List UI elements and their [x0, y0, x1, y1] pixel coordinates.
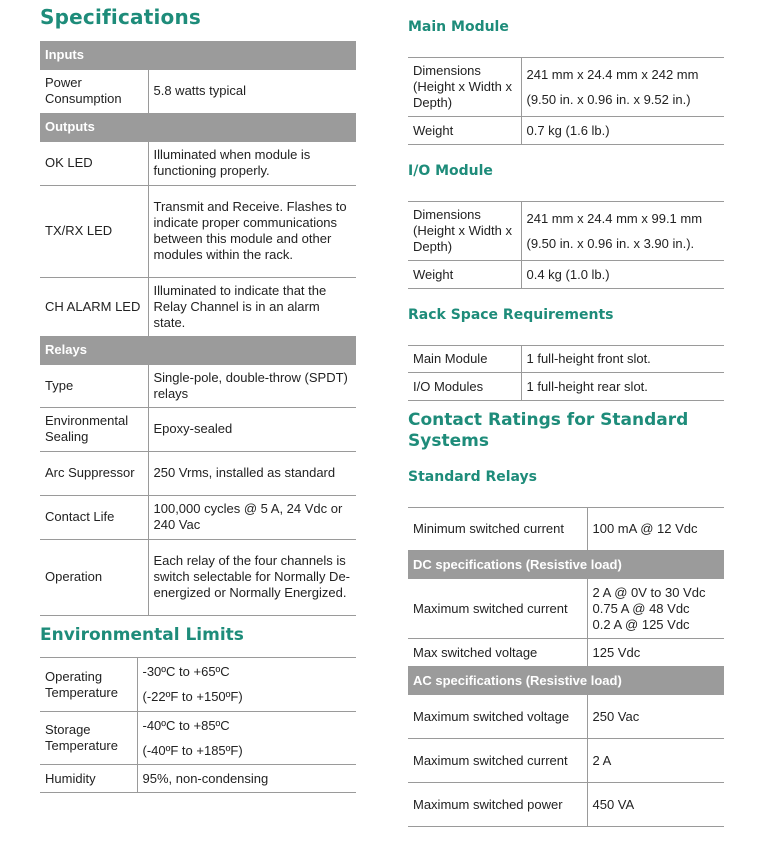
rack-space-table — [408, 345, 724, 401]
row-value-fahrenheit: (-22ºF to +150ºF) — [142, 689, 243, 704]
row-label: Minimum switched current — [408, 508, 587, 551]
table-row — [40, 658, 356, 712]
row-value: Single-pole, double-throw (SPDT) relays — [148, 364, 356, 407]
row-label: Contact Life — [40, 495, 148, 539]
row-label: Max switched voltage — [408, 639, 587, 667]
row-label: CH ALARM LED — [40, 277, 148, 336]
row-label: TX/RX LED — [40, 185, 148, 277]
section-header-label: DC specifications (Resistive load) — [408, 551, 724, 579]
table-row — [40, 277, 356, 336]
row-label: I/O Modules — [408, 373, 521, 401]
row-value: 1 full-height front slot. — [521, 346, 724, 373]
contact-ratings-table — [408, 507, 724, 827]
row-value: 100 mA @ 12 Vdc — [587, 508, 724, 551]
dimensions-in: (9.50 in. x 0.96 in. x 9.52 in.) — [526, 91, 691, 107]
section-header-label: Relays — [40, 336, 356, 364]
row-label: Maximum switched voltage — [408, 695, 587, 739]
row-label: Environmental Sealing — [40, 407, 148, 451]
dimensions-in: (9.50 in. x 0.96 in. x 3.90 in.). — [526, 235, 695, 251]
row-value: 0.7 kg (1.6 lb.) — [521, 117, 724, 145]
table-row — [40, 539, 356, 615]
table-row — [408, 202, 724, 261]
row-label: Dimensions (Height x Width x Depth) — [408, 202, 521, 261]
row-label: Maximum switched power — [408, 783, 587, 827]
row-value: Illuminated when module is functioning properly. — [148, 141, 356, 185]
specifications-title: Specifications — [40, 5, 202, 29]
row-label: Type — [40, 364, 148, 407]
row-value-line: 0.75 A @ 48 Vdc — [592, 600, 690, 616]
section-header-label: Outputs — [40, 113, 356, 141]
main-module-title: Main Module — [408, 19, 509, 35]
main-module-table — [408, 57, 724, 145]
section-header-inputs — [40, 41, 356, 69]
row-value: 250 Vrms, installed as standard — [148, 451, 356, 495]
row-label: Main Module — [408, 346, 521, 373]
row-label: Dimensions (Height x Width x Depth) — [408, 58, 521, 117]
row-value: 0.4 kg (1.0 lb.) — [521, 261, 724, 289]
row-value: 450 VA — [587, 783, 724, 827]
row-value: 5.8 watts typical — [148, 69, 356, 113]
dimensions-mm: 241 mm x 24.4 mm x 242 mm — [526, 66, 699, 82]
row-label: Arc Suppressor — [40, 451, 148, 495]
table-row — [40, 765, 356, 793]
table-row — [408, 117, 724, 145]
row-label: Operation — [40, 539, 148, 615]
section-header-relays — [40, 336, 356, 364]
row-value: 125 Vdc — [587, 639, 724, 667]
row-value-line: 0.2 A @ 125 Vdc — [592, 616, 690, 632]
row-label: Power Consumption — [40, 69, 148, 113]
table-row — [408, 695, 724, 739]
table-row — [408, 783, 724, 827]
row-value: Transmit and Receive. Flashes to indicate proper communications between this module and other modules within the rack. — [148, 185, 356, 277]
row-value: 1 full-height rear slot. — [521, 373, 724, 401]
row-value: 100,000 cycles @ 5 A, 24 Vdc or 240 Vac — [148, 495, 356, 539]
row-value: 250 Vac — [587, 695, 724, 739]
table-row — [40, 364, 356, 407]
row-label: Maximum switched current — [408, 579, 587, 639]
row-label: OK LED — [40, 141, 148, 185]
row-label: Operating Temperature — [40, 658, 137, 712]
table-row — [40, 407, 356, 451]
dimensions-mm: 241 mm x 24.4 mm x 99.1 mm — [526, 210, 703, 226]
row-value-fahrenheit: (-40ºF to +185ºF) — [142, 742, 243, 758]
row-label: Humidity — [40, 765, 137, 793]
contact-ratings-title: Contact Ratings for Standard Systems — [408, 410, 689, 451]
row-value: 95%, non-condensing — [137, 765, 356, 793]
environmental-title: Environmental Limits — [40, 625, 244, 645]
table-row — [408, 739, 724, 783]
row-label: Weight — [408, 117, 521, 145]
table-row — [408, 373, 724, 401]
standard-relays-subtitle: Standard Relays — [408, 469, 538, 485]
row-value-celsius: -30ºC to +65ºC — [142, 664, 230, 679]
io-module-title: I/O Module — [408, 163, 493, 179]
table-row — [40, 712, 356, 765]
table-row — [408, 261, 724, 289]
table-row — [40, 69, 356, 113]
row-value-celsius: -40ºC to +85ºC — [142, 717, 230, 733]
environmental-table — [40, 657, 356, 793]
section-header-label: AC specifications (Resistive load) — [408, 667, 724, 695]
table-row — [408, 579, 724, 639]
row-value: 2 A — [587, 739, 724, 783]
row-value: Epoxy-sealed — [148, 407, 356, 451]
section-header-outputs — [40, 113, 356, 141]
row-label: Weight — [408, 261, 521, 289]
row-value: Illuminated to indicate that the Relay Channel is in an alarm state. — [148, 277, 356, 336]
table-row — [40, 451, 356, 495]
io-module-table — [408, 201, 724, 289]
table-row — [408, 346, 724, 373]
row-value-line: 2 A @ 0V to 30 Vdc — [592, 584, 706, 600]
table-row — [408, 58, 724, 117]
section-header-ac — [408, 667, 724, 695]
table-row — [408, 639, 724, 667]
section-header-label: Inputs — [40, 41, 356, 69]
table-row — [40, 495, 356, 539]
table-row — [40, 185, 356, 277]
specifications-table — [40, 41, 356, 616]
rack-space-title: Rack Space Requirements — [408, 307, 614, 323]
section-header-dc — [408, 551, 724, 579]
row-label: Maximum switched current — [408, 739, 587, 783]
row-label: Storage Temperature — [40, 712, 137, 765]
table-row — [40, 141, 356, 185]
table-row — [408, 508, 724, 551]
row-value: Each relay of the four channels is switch selectable for Normally De-energized or Normally Energized. — [148, 539, 356, 615]
